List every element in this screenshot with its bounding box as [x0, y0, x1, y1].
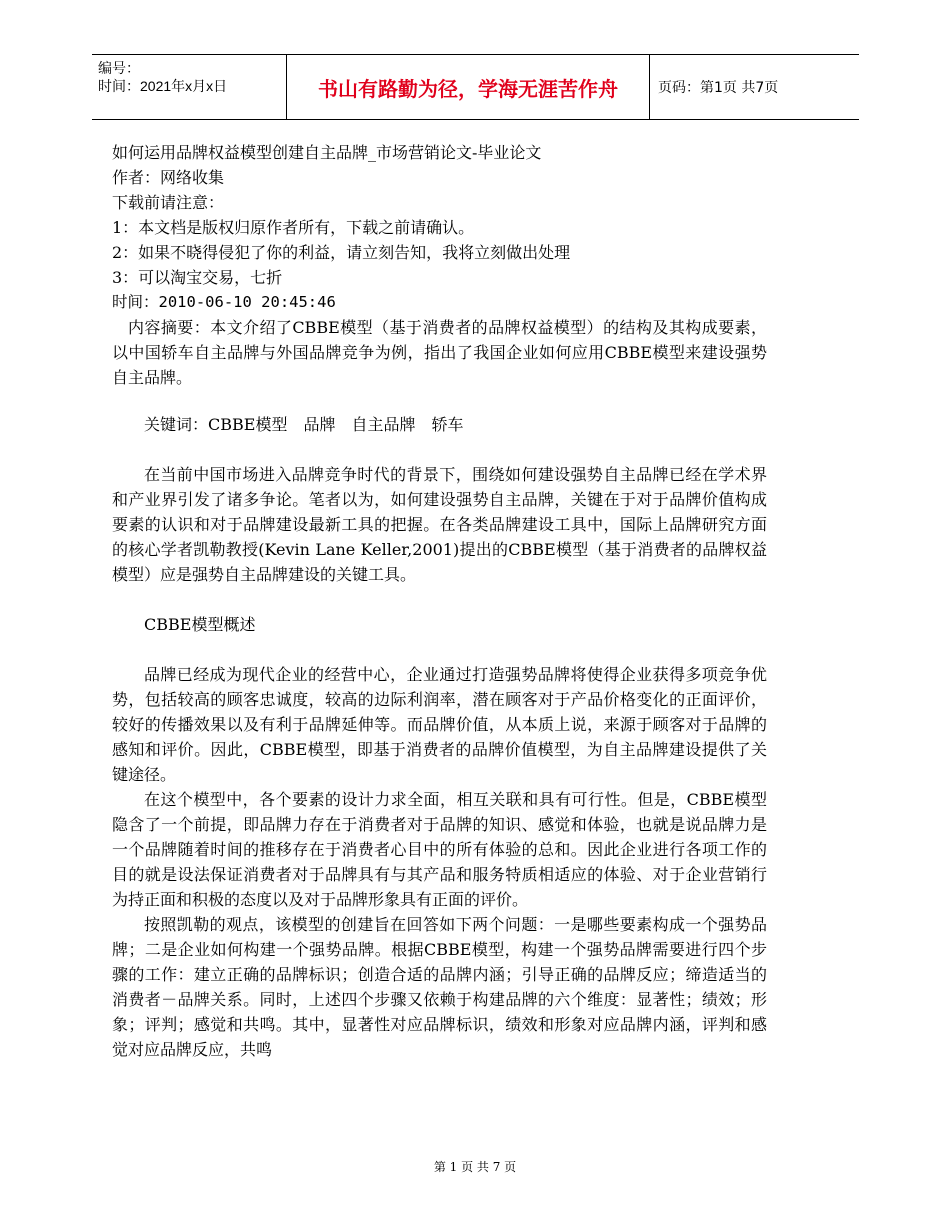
- motto: 书山有路勤为径，学海无涯苦作舟: [286, 55, 650, 119]
- header-left-cell: [92, 55, 286, 119]
- section-heading: CBBE模型概述: [144, 615, 256, 634]
- notice-3: 3：可以淘宝交易，七折: [112, 268, 283, 287]
- notice-1: 1：本文档是版权归原作者所有，下载之前请确认。: [112, 218, 475, 237]
- doc-title: 如何运用品牌权益模型创建自主品牌_市场营销论文-毕业论文: [112, 143, 542, 162]
- paragraph-2: 品牌已经成为现代企业的经营中心，企业通过打造强势品牌将使得企业获得多项竞争优势，包括较高的顾客忠诚度，较高的边际利润率，潜在顾客对于产品价格变化的正面评价，较好的传播效果以及有利于品牌延伸等。而品牌价值，从本质上说，来源于顾客对于品牌的感知和评价。因此，CBBE模型，即基于消费者的品牌价值模型，为自主品牌建设提供了关键途径。: [112, 665, 767, 784]
- paragraph-1: 在当前中国市场进入品牌竞争时代的背景下，围绕如何建设强势自主品牌已经在学术界和产业界引发了诸多争论。笔者以为，如何建设强势自主品牌，关键在于对于品牌价值构成要素的认识和对于品牌建设最新工具的把握。在各类品牌建设工具中，国际上品牌研究方面的核心学者凯勒教授(Kevin Lane Keller,2001)提出的CBBE模型（基于消费者的品牌权益模型）应是强势自主品牌建设的关键工具。: [112, 465, 767, 584]
- paragraph-4: 按照凯勒的观点，该模型的创建旨在回答如下两个问题：一是哪些要素构成一个强势品牌；二是企业如何构建一个强势品牌。根据CBBE模型，构建一个强势品牌需要进行四个步骤的工作：建立正确的品牌标识；创造合适的品牌内涵；引导正确的品牌反应；缔造适当的消费者－品牌关系。同时，上述四个步骤又依赖于构建品牌的六个维度：显著性；绩效；形象；评判；感觉和共鸣。其中，显著性对应品牌标识，绩效和形象对应品牌内涵，评判和感觉对应品牌反应，共鸣: [112, 915, 767, 1059]
- page-footer: 第 1 页 共 7 页: [433, 1160, 517, 1174]
- time-label: 时间：2021年x月x日: [98, 78, 228, 94]
- keywords: 关键词：CBBE模型 品牌 自主品牌 轿车: [144, 415, 464, 434]
- abstract: 内容摘要：本文介绍了CBBE模型（基于消费者的品牌权益模型）的结构及其构成要素，以中国轿车自主品牌与外国品牌竞争为例，指出了我国企业如何应用CBBE模型来建设强势自主品牌。: [112, 318, 767, 387]
- doc-time: 时间：2010-06-10 20:45:46: [112, 293, 336, 311]
- notice-head: 下载前请注意：: [112, 193, 225, 212]
- header-table: [92, 54, 859, 120]
- paragraph-3: 在这个模型中，各个要素的设计力求全面，相互关联和具有可行性。但是，CBBE模型隐含了一个前提，即品牌力存在于消费者对于品牌的知识、感觉和体验，也就是说品牌力是一个品牌随着时间的推移存在于消费者心目中的所有体验的总和。因此企业进行各项工作的目的就是设法保证消费者对于品牌具有与其产品和服务特质相适应的体验、对于企业营销行为持正面和积极的态度以及对于品牌形象具有正面的评价。: [112, 790, 767, 909]
- document-body: [112, 140, 767, 1062]
- notice-2: 2：如果不晓得侵犯了你的利益，请立刻告知，我将立刻做出处理: [112, 243, 571, 262]
- number-label: 编号：: [98, 60, 140, 76]
- doc-author: 作者：网络收集: [112, 168, 225, 187]
- page-info: 页码：第1页 共7页: [658, 80, 779, 96]
